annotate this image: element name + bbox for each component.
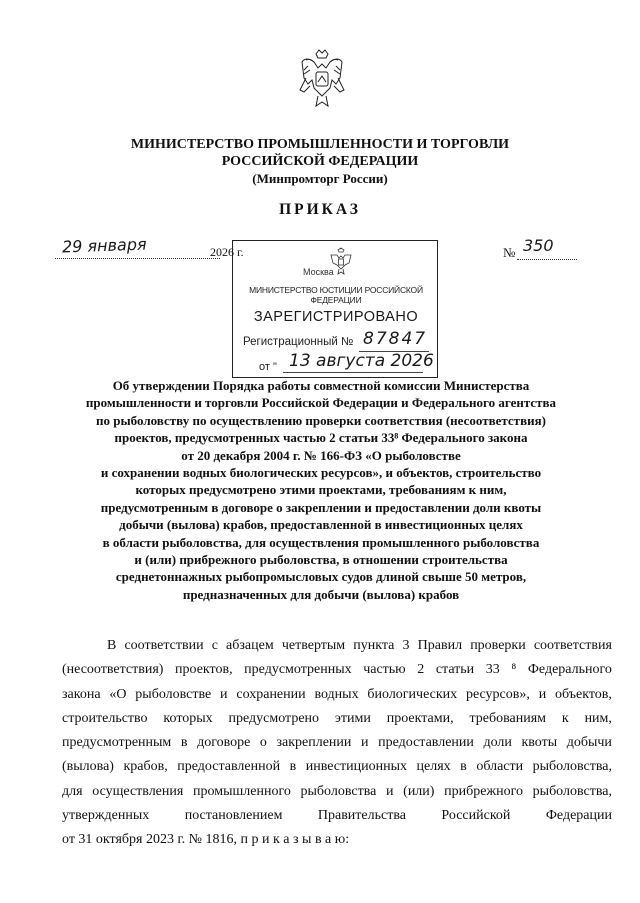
stamp-authority: МИНИСТЕРСТВО ЮСТИЦИИ РОССИЙСКОЙ ФЕДЕРАЦИИ — [249, 285, 423, 305]
ministry-short-name: (Минпромторг России) — [252, 171, 388, 186]
title-line: от 20 декабря 2004 г. № 166-ФЗ «О рыболовстве — [181, 447, 461, 463]
registration-stamp — [232, 240, 438, 378]
order-date-year: 2026 г. — [210, 245, 244, 259]
ministry-name-line2: РОССИЙСКОЙ ФЕДЕРАЦИИ — [221, 154, 419, 169]
title-line: промышленности и торговли Российской Федерации и Федерального агентства — [85, 395, 557, 411]
document-type: ПРИКАЗ — [279, 201, 361, 218]
title-line: которых предусмотрено этими проектами, требованиям к ним, — [135, 482, 507, 498]
title-line: и (или) прибрежного рыболовства, в отношении строительства — [134, 552, 508, 568]
title-line: среднетоннажных рыбопромысловых судов длиной свыше 50 метров, — [115, 569, 527, 585]
body-line: строительство которых предусмотрено этими проектами, требованиям к ним, — [62, 710, 612, 726]
order-title — [40, 377, 602, 603]
ministry-name-line1: МИНИСТЕРСТВО ПРОМЫШЛЕННОСТИ И ТОРГОВЛИ — [130, 137, 510, 152]
number-sign: № — [503, 245, 516, 260]
order-number-handwritten: 350 — [523, 236, 554, 255]
stamp-reg-number-label: Регистрационный № — [243, 336, 354, 348]
title-line: добычи (вылова) крабов, предоставленной в инвестиционных целях — [119, 517, 523, 533]
number-underline — [517, 259, 577, 260]
body-line: для осуществления промышленного рыболовства и (или) прибрежного рыболовства, — [62, 783, 612, 799]
date-underline — [55, 258, 220, 259]
stamp-city: Москва — [303, 267, 334, 277]
body-line: (вылова) крабов, предоставленной в инвестиционных целях в области рыболовства, — [62, 759, 612, 775]
coat-of-arms-icon — [296, 48, 348, 110]
order-date-handwritten: 29 января — [61, 234, 147, 257]
body-line: утвержденных постановлением Правительства Российской Федерации — [62, 808, 612, 824]
title-line: по рыболовству по осуществлению проверки соответствия (несоответствия) — [96, 412, 546, 428]
title-line: предусмотренным в договоре о закреплении и предоставлении доли квоты — [100, 499, 542, 515]
title-line: и сохранении водных биологических ресурсов», и объектов, строительство — [100, 465, 542, 481]
stamp-from-label: от " — [259, 361, 277, 373]
title-line: предназначенных для добычи (вылова) крабов — [182, 586, 460, 602]
body-line: от 31 октября 2023 г. № 1816, п р и к а з ы в а ю: — [62, 832, 350, 848]
title-line: проектов, предусмотренных частью 2 статьи 33⁸ Федерального закона — [114, 430, 528, 446]
stamp-from-date: 13 августа 2026 — [289, 351, 434, 371]
stamp-registered: ЗАРЕГИСТРИРОВАНО — [253, 309, 419, 325]
body-line: предусмотренным в договоре о закреплении и предоставлении доли квоты добычи — [62, 735, 612, 751]
body-line: закона «О рыболовстве и сохранении водных биологических ресурсов», и объектов, — [62, 686, 612, 702]
title-line: Об утверждении Порядка работы совместной комиссии Министерства — [112, 378, 530, 393]
body-paragraph — [62, 634, 612, 853]
stamp-date-underline — [283, 372, 423, 373]
body-line: В соответствии с абзацем четвертым пункта 3 Правил проверки соответствия — [107, 638, 612, 653]
body-line: (несоответствия) проектов, предусмотренных частью 2 статьи 33 ⁸ Федерального — [62, 662, 612, 678]
title-line: в области рыболовства, для осуществления промышленного рыболовства — [102, 534, 540, 550]
stamp-reg-number: 87847 — [363, 329, 428, 349]
